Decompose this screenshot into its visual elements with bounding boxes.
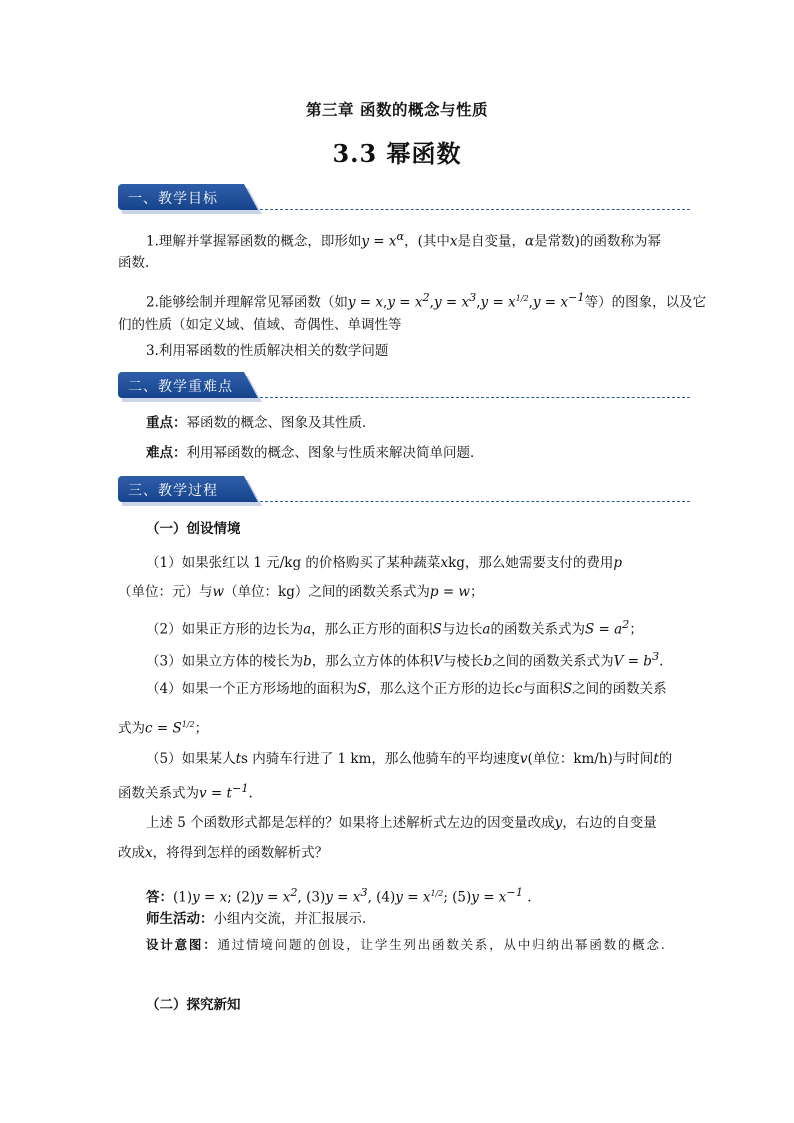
chapter-heading: 第三章 函数的概念与性质 [306, 100, 488, 119]
goal-1-line-2: 函数. [118, 255, 150, 271]
section-header-goals [118, 182, 690, 212]
item-5-line-2: 函数关系式为$v = t^{-1}$. [118, 782, 253, 802]
design-intent: 设计意图：通过情境问题的创设，让学生列出函数关系，从中归纳出幂函数的概念. [146, 937, 667, 952]
section-header-process [118, 474, 690, 504]
goal-2-line-1: 2.能够绘制并理解常见幂函数（如$y = x,y = x^2,y = x^3,y = x^{1/2},y = x^{-1}$等）的图象，以及它 [146, 291, 707, 311]
page-title: 3.3 幂函数 [332, 139, 462, 168]
goal-2-line-2: 们的性质（如定义域、值域、奇偶性、单调性等 [118, 317, 402, 333]
goal-3: 3.利用幂函数的性质解决相关的数学问题 [146, 343, 389, 359]
difficult-point: 难点：利用幂函数的概念、图象与性质来解决简单问题． [146, 445, 484, 461]
dashed-divider [260, 501, 690, 502]
item-1-line-1: （1）如果张红以 1 元/kg 的价格购买了某种蔬菜xkg，那么她需要支付的费用p [146, 555, 623, 571]
question-line-2: 改成x，将得到怎样的函数解析式？ [118, 845, 329, 861]
item-1-line-2: （单位：元）与w（单位：kg）之间的函数关系式为p = w； [118, 584, 484, 600]
item-4-line-2: 式为$c = S^{1/2}$； [118, 720, 209, 737]
dashed-divider [260, 397, 690, 398]
item-2: （2）如果正方形的边长为a，那么正方形的面积S与边长a的函数关系式为$S = a^2$； [146, 618, 643, 638]
item-4-line-1: （4）如果一个正方形场地的面积为S，那么这个正方形的边长c与面积S之间的函数关系 [146, 681, 667, 697]
subsection-scenario: （一）创设情境 [146, 521, 241, 537]
section-label: 三、教学过程 [128, 483, 218, 499]
subsection-explore: （二）探究新知 [146, 997, 241, 1013]
section-header-keypoints [118, 370, 690, 400]
item-5-line-1: （5）如果某人ts 内骑车行进了 1 km，那么他骑车的平均速度v(单位：km/h)与时间t的 [146, 751, 673, 767]
item-3: （3）如果立方体的棱长为b，那么立方体的体积V与棱长b之间的函数关系式为$V = b^3$. [146, 650, 664, 670]
question-line-1: 上述 5 个函数形式都是怎样的？如果将上述解析式左边的因变量改成y，右边的自变量 [146, 815, 657, 831]
section-label: 二、教学重难点 [128, 379, 233, 395]
goal-1-line-1: 1.理解并掌握幂函数的概念，即形如$y = x^\alpha$，(其中x是自变量，α是常数)的函数称为幂 [146, 230, 661, 250]
teacher-student-activity: 师生活动：小组内交流，并汇报展示. [146, 911, 367, 927]
dashed-divider [260, 209, 690, 210]
key-point: 重点：幂函数的概念、图象及其性质． [146, 415, 376, 431]
section-label: 一、教学目标 [128, 191, 218, 207]
answer: 答：(1)y = x; $(2)y = x^2$, $(3)y = x^3$, $(4)y = x^{1/2}$; $(5)y = x^{-1}$ . [146, 886, 532, 906]
